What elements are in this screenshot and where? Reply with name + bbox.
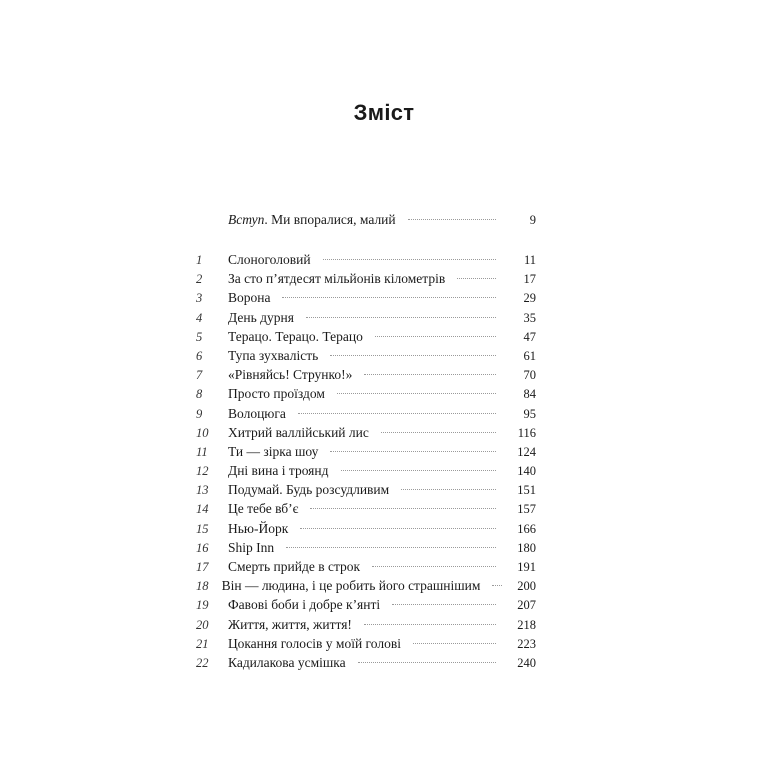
page-title: Зміст [353, 100, 415, 125]
chapter-page-number: 11 [523, 253, 536, 267]
chapter-title: Життя, життя, життя! [228, 616, 352, 632]
chapter-number: 7 [196, 368, 203, 383]
chapter-number: 21 [196, 636, 209, 651]
chapter-title: За сто п’ятдесят мільйонів кілометрів [228, 271, 446, 287]
chapter-number: 4 [196, 310, 203, 325]
leader-dots [323, 259, 496, 260]
chapter-title: Це тебе вб’є [228, 501, 299, 517]
leader-dots [408, 219, 496, 220]
chapter-page-number: 116 [517, 425, 536, 440]
chapter-title: Терацо. Терацо. Терацо [228, 328, 363, 344]
toc-chapter-row[interactable] [196, 540, 536, 559]
toc-chapter-row[interactable] [196, 597, 536, 616]
toc-chapter-row[interactable] [196, 252, 536, 271]
chapter-number: 6 [196, 348, 203, 363]
chapter-page-number: 207 [517, 598, 536, 613]
chapter-title: Фавові боби і добре к’янті [228, 597, 381, 613]
chapter-number: 16 [196, 540, 209, 555]
chapter-title: Кадилакова усмішка [228, 654, 346, 670]
chapter-page-number: 157 [517, 502, 536, 517]
chapter-number: 12 [196, 464, 209, 479]
toc-chapter-row[interactable] [196, 482, 536, 501]
chapter-title: День дурня [228, 309, 294, 325]
toc-chapter-row[interactable] [196, 271, 536, 290]
chapter-title: Просто проїздом [228, 386, 325, 402]
chapter-number: 13 [196, 483, 209, 498]
leader-dots [341, 470, 497, 471]
chapter-page-number: 218 [517, 617, 536, 632]
toc-chapter-row[interactable] [196, 290, 536, 309]
leader-dots [282, 297, 496, 298]
chapter-page-number: 29 [523, 291, 536, 306]
toc-chapter-row[interactable] [196, 655, 536, 674]
leader-dots [298, 413, 496, 414]
leader-dots [492, 585, 502, 586]
leader-dots [381, 432, 496, 433]
chapter-page-number: 240 [517, 655, 536, 670]
chapter-number: 19 [196, 598, 209, 613]
leader-dots [375, 336, 496, 337]
leader-dots [372, 566, 496, 567]
chapter-number: 2 [196, 272, 203, 287]
leader-dots [286, 547, 496, 548]
chapter-page-number: 191 [517, 560, 536, 574]
chapter-page-number: 70 [523, 368, 536, 383]
chapter-number: 5 [196, 329, 203, 344]
toc-chapter-row[interactable] [196, 617, 536, 636]
toc-chapter-row[interactable] [196, 406, 536, 425]
leader-dots [330, 355, 496, 356]
toc-chapter-row[interactable] [196, 367, 536, 386]
chapter-number: 17 [196, 560, 209, 574]
chapter-number: 11 [196, 444, 208, 459]
leader-dots [401, 489, 496, 490]
chapter-page-number: 17 [523, 272, 536, 287]
toc-chapter-row[interactable] [196, 636, 536, 655]
chapter-page-number: 124 [517, 444, 536, 459]
leader-dots [306, 317, 496, 318]
chapter-page-number: 84 [523, 387, 536, 402]
leader-dots [364, 374, 496, 375]
toc-chapter-row[interactable] [196, 521, 536, 540]
toc-intro-row[interactable] [228, 212, 536, 231]
chapter-number: 15 [196, 521, 209, 536]
leader-dots [310, 508, 496, 509]
chapter-number: 14 [196, 502, 209, 517]
chapter-title: Він — людина, і це робить його страшнішим [221, 578, 481, 594]
leader-dots [300, 528, 496, 529]
chapter-title: Ти — зірка шоу [228, 443, 319, 459]
toc-chapter-row[interactable] [196, 329, 536, 348]
chapter-page-number: 166 [517, 521, 536, 536]
chapter-page-number: 140 [517, 464, 536, 479]
leader-dots [392, 604, 496, 605]
chapter-number: 10 [196, 425, 209, 440]
intro-label: Вступ [228, 212, 265, 227]
chapter-number: 20 [196, 617, 209, 632]
intro-title-text: . Ми впоралися, малий [264, 212, 396, 227]
table-of-contents [196, 252, 536, 674]
leader-dots [330, 451, 496, 452]
chapter-title: Цокання голосів у моїй голові [228, 635, 401, 651]
chapter-page-number: 61 [523, 348, 536, 363]
intro-title [228, 212, 396, 228]
toc-chapter-row[interactable] [196, 444, 536, 463]
chapter-title: Смерть прийде в строк [228, 559, 361, 574]
chapter-page-number: 151 [517, 483, 536, 498]
chapter-page-number: 95 [523, 406, 536, 421]
leader-dots [457, 278, 496, 279]
toc-chapter-row[interactable] [196, 386, 536, 405]
chapter-number: 1 [196, 253, 203, 267]
chapter-number: 8 [196, 387, 203, 402]
leader-dots [413, 643, 496, 644]
chapter-page-number: 35 [523, 310, 536, 325]
toc-chapter-row[interactable] [196, 501, 536, 520]
intro-page-number: 9 [529, 213, 536, 227]
chapter-page-number: 200 [517, 579, 536, 594]
toc-chapter-row[interactable] [196, 578, 536, 597]
chapter-title: Слоноголовий [228, 252, 311, 267]
chapter-title: Тупа зухвалість [228, 347, 319, 363]
chapter-title: Ворона [228, 290, 271, 306]
leader-dots [358, 662, 496, 663]
chapter-title: «Рівняйсь! Струнко!» [228, 367, 353, 383]
chapter-title: Дні вина і троянд [228, 463, 329, 479]
toc-chapter-row[interactable] [196, 310, 536, 329]
chapter-page-number: 223 [517, 636, 536, 651]
chapter-title: Хитрий валлійський лис [228, 424, 369, 440]
toc-chapter-row[interactable] [196, 348, 536, 367]
chapter-title: Подумай. Будь розсудливим [228, 482, 390, 498]
leader-dots [337, 393, 496, 394]
toc-chapter-row[interactable] [196, 559, 536, 578]
chapter-title: Нью-Йорк [228, 520, 289, 536]
chapter-number: 18 [196, 579, 209, 594]
chapter-number: 3 [196, 291, 203, 306]
chapter-title: Волоцюга [228, 405, 286, 421]
chapter-title: Ship Inn [228, 539, 275, 555]
chapter-page-number: 47 [523, 329, 536, 344]
chapter-number: 9 [196, 406, 203, 421]
leader-dots [364, 624, 496, 625]
chapter-page-number: 180 [517, 540, 536, 555]
toc-chapter-row[interactable] [196, 425, 536, 444]
chapter-number: 22 [196, 655, 209, 670]
toc-chapter-row[interactable] [196, 463, 536, 482]
